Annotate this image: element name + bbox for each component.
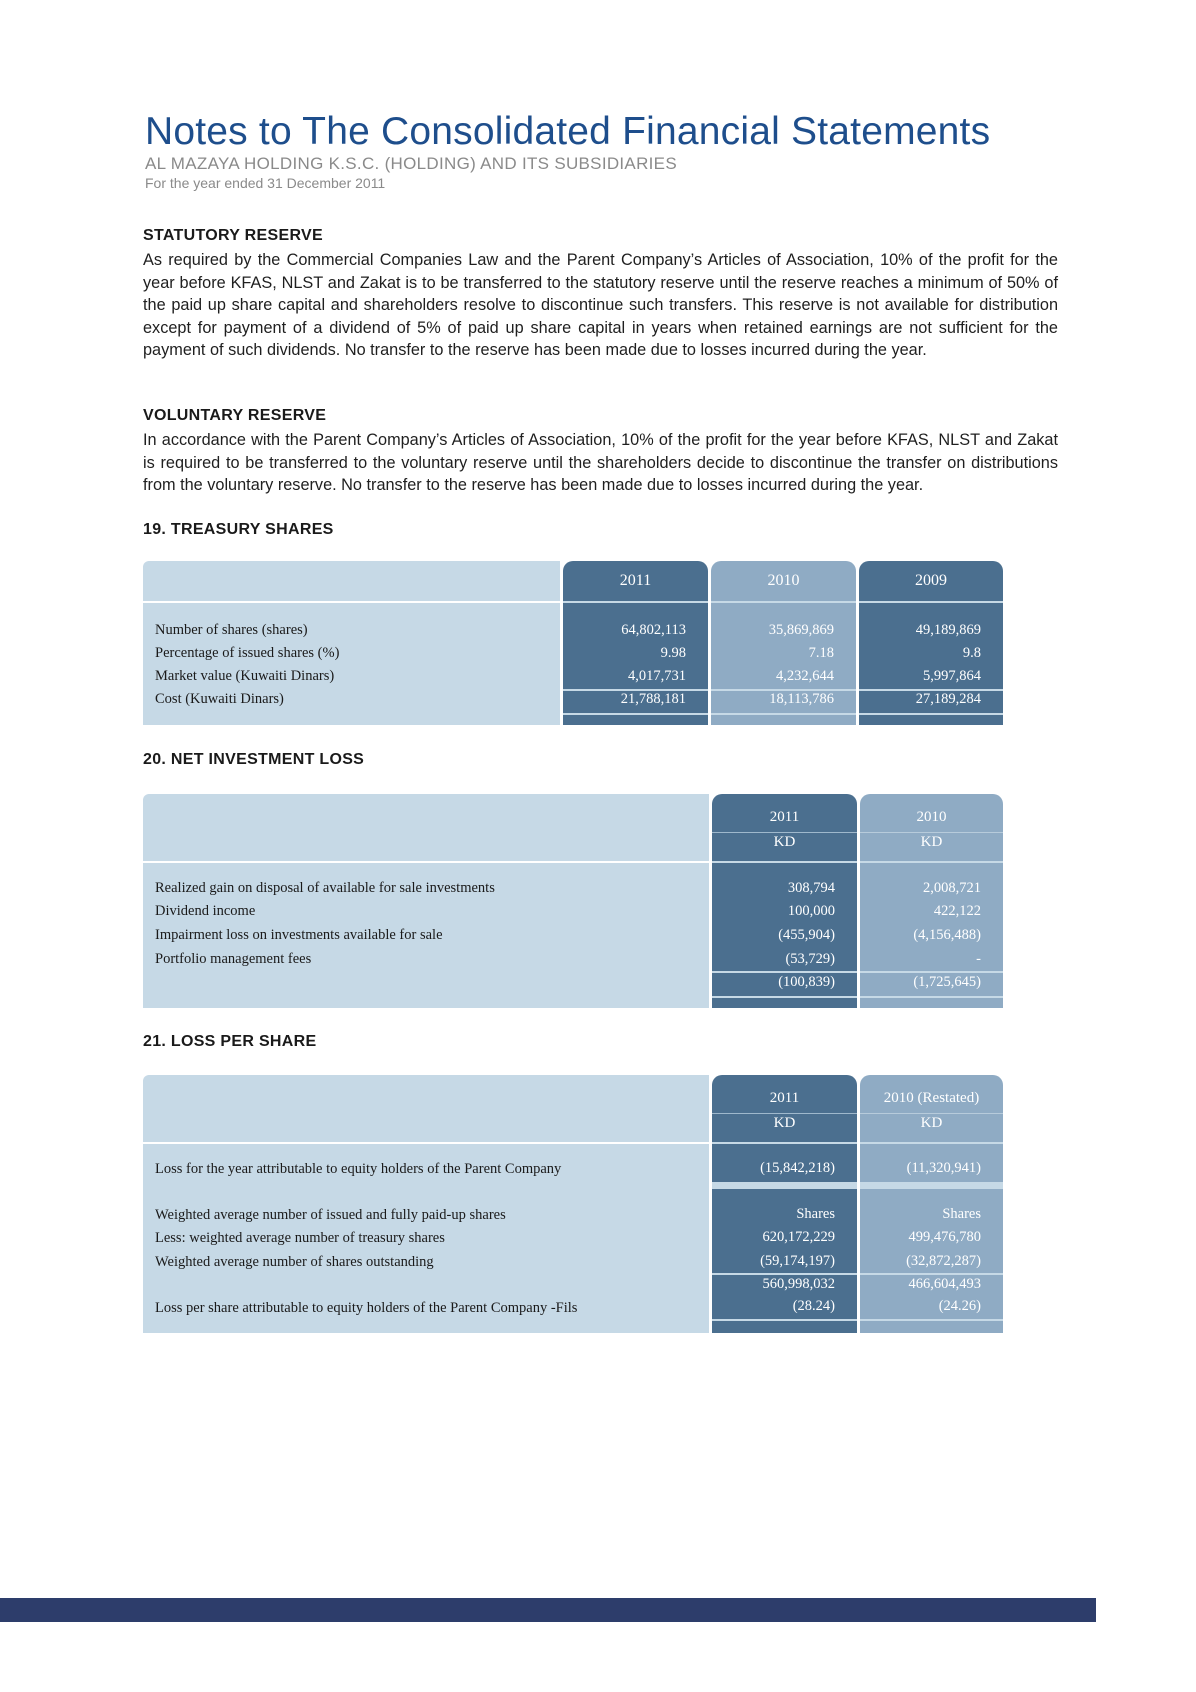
table-cell: (455,904) (778, 927, 835, 943)
header-divider (712, 1142, 857, 1144)
header-divider (712, 1113, 857, 1114)
column-header: 2009 (915, 572, 947, 589)
table-cell: 620,172,229 (762, 1229, 835, 1245)
table-cell: 308,794 (787, 880, 835, 896)
table-cell: (32,872,287) (906, 1253, 981, 1269)
table-cell: (53,729) (785, 951, 835, 967)
header-divider (859, 601, 1003, 603)
voluntary-reserve-text: In accordance with the Parent Company’s Articles of Association, 10% of the profit for the year before KFAS, NLST and Zakat is required to be transferred to the voluntary reserve until the shareholders decide to discontinue the transfer on distributions from the voluntary reserve. No transfer to the reserve has been made due to losses incurred during the year. (143, 431, 1058, 494)
total-divider (712, 996, 857, 998)
column-header-year: 2010 (Restated) (883, 1090, 980, 1106)
voluntary-reserve-heading: VOLUNTARY RESERVE (143, 407, 327, 424)
header-divider (860, 832, 1003, 833)
row-label: Market value (Kuwaiti Dinars) (155, 668, 335, 684)
table-label-panel (143, 794, 709, 1008)
column-header-year: 2011 (769, 1090, 800, 1106)
table-cell: (1,725,645) (913, 974, 981, 990)
row-label: Dividend income (155, 903, 256, 919)
row-label: Realized gain on disposal of available for sale investments (155, 880, 495, 896)
header-divider (711, 601, 856, 603)
row-gap (712, 1182, 857, 1189)
column-header-year: 2011 (769, 809, 800, 825)
column-2011 (712, 1075, 857, 1333)
table-cell: (59,174,197) (760, 1253, 835, 1269)
row-label: Loss for the year attributable to equity holders of the Parent Company (155, 1161, 562, 1177)
row-label: Weighted average number of shares outstanding (155, 1254, 434, 1270)
table-cell: (100,839) (778, 974, 835, 990)
table-cell: 9.8 (962, 645, 981, 661)
treasury-shares-heading: 19. TREASURY SHARES (143, 521, 334, 538)
row-label: Portfolio management fees (155, 951, 312, 967)
table-cell: 18,113,786 (769, 691, 834, 707)
header-divider (860, 861, 1003, 863)
table-cell: 7.18 (808, 645, 834, 661)
row-label: Loss per share attributable to equity holders of the Parent Company -Fils (155, 1300, 578, 1316)
header-divider (712, 861, 857, 863)
table-cell: (15,842,218) (760, 1160, 835, 1176)
footer-bar (0, 1598, 1096, 1622)
header-divider (712, 832, 857, 833)
table-cell: 422,122 (933, 903, 981, 919)
net-investment-loss-table (143, 794, 1003, 1008)
table-cell: Shares (796, 1206, 835, 1222)
total-divider (859, 713, 1003, 715)
period-label: For the year ended 31 December 2011 (145, 175, 386, 191)
row-label: Percentage of issued shares (%) (155, 645, 340, 661)
treasury-shares-table (143, 561, 1003, 725)
subtotal-divider (712, 1273, 857, 1275)
header-divider (143, 861, 709, 863)
header-divider (860, 1113, 1003, 1114)
column-2010 (711, 561, 856, 725)
statutory-reserve-heading: STATUTORY RESERVE (143, 227, 323, 244)
table-cell: 2,008,721 (923, 880, 981, 896)
row-label: Cost (Kuwaiti Dinars) (155, 691, 284, 707)
table-cell: 466,604,493 (908, 1276, 981, 1292)
subtotal-divider (860, 1273, 1003, 1275)
table-cell: 64,802,113 (621, 622, 686, 638)
column-header-unit: KD (920, 1115, 943, 1131)
row-label: Impairment loss on investments available for sale (155, 927, 443, 943)
table-cell: - (976, 951, 981, 967)
table-label-panel (143, 1075, 709, 1333)
row-gap (860, 1182, 1003, 1189)
table-cell: (28.24) (792, 1298, 835, 1314)
table-cell: Shares (942, 1206, 981, 1222)
row-label: Less: weighted average number of treasury shares (155, 1230, 445, 1246)
total-divider (860, 996, 1003, 998)
loss-per-share-table (143, 1075, 1003, 1333)
table-cell: 4,232,644 (776, 668, 834, 684)
column-header: 2010 (767, 572, 800, 589)
column-2011 (712, 794, 857, 1008)
subtotal-divider (712, 971, 857, 973)
column-2009 (859, 561, 1003, 725)
company-name: AL MAZAYA HOLDING K.S.C. (HOLDING) AND ITS SUBSIDIARIES (145, 154, 677, 173)
table-cell: 499,476,780 (908, 1229, 981, 1245)
table-cell: 9.98 (660, 645, 686, 661)
column-header-year: 2010 (916, 809, 947, 825)
column-header: 2011 (619, 572, 652, 589)
total-divider (711, 713, 856, 715)
row-label: Weighted average number of issued and fully paid-up shares (155, 1207, 506, 1223)
column-2011 (563, 561, 708, 725)
table-cell: 35,869,869 (768, 622, 834, 638)
table-cell: 27,189,284 (915, 691, 981, 707)
table-cell: (24.26) (938, 1298, 981, 1314)
total-divider (712, 1319, 857, 1321)
header-divider (860, 1142, 1003, 1144)
table-cell: 560,998,032 (762, 1276, 835, 1292)
row-label: Number of shares (shares) (155, 622, 308, 638)
column-2010 (860, 794, 1003, 1008)
column-header-unit: KD (773, 834, 796, 850)
table-cell: 5,997,864 (923, 668, 981, 684)
header-divider (563, 601, 708, 603)
statutory-reserve-text: As required by the Commercial Companies Law and the Parent Company’s Articles of Association, 10% of the profit for the year before KFAS, NLST and Zakat is to be transferred to the statutory reserve until the reserve reaches a minimum of 50% of the paid up share capital and shareholders resolve to discontinue such transfers. This reserve is not available for distribution except for payment of a dividend of 5% of paid up share capital in years when retained earnings are not sufficient for the payment of such dividends. No transfer to the reserve has been made due to losses incurred during the year. (143, 251, 1058, 359)
table-cell: 4,017,731 (628, 668, 686, 684)
column-header-unit: KD (773, 1115, 796, 1131)
total-divider (860, 1319, 1003, 1321)
header-divider (143, 1142, 709, 1144)
column-2010-restated (860, 1075, 1003, 1333)
total-divider (563, 713, 708, 715)
table-cell: (11,320,941) (906, 1160, 981, 1176)
subtotal-divider (860, 971, 1003, 973)
table-cell: 49,189,869 (915, 622, 981, 638)
loss-per-share-heading: 21. LOSS PER SHARE (143, 1033, 317, 1050)
page-title: Notes to The Consolidated Financial Statements (145, 110, 991, 153)
table-cell: 21,788,181 (620, 691, 686, 707)
net-investment-loss-heading: 20. NET INVESTMENT LOSS (143, 751, 365, 768)
table-cell: 100,000 (787, 903, 835, 919)
column-header-unit: KD (920, 834, 943, 850)
table-cell: (4,156,488) (913, 927, 981, 943)
header-divider (143, 601, 560, 603)
